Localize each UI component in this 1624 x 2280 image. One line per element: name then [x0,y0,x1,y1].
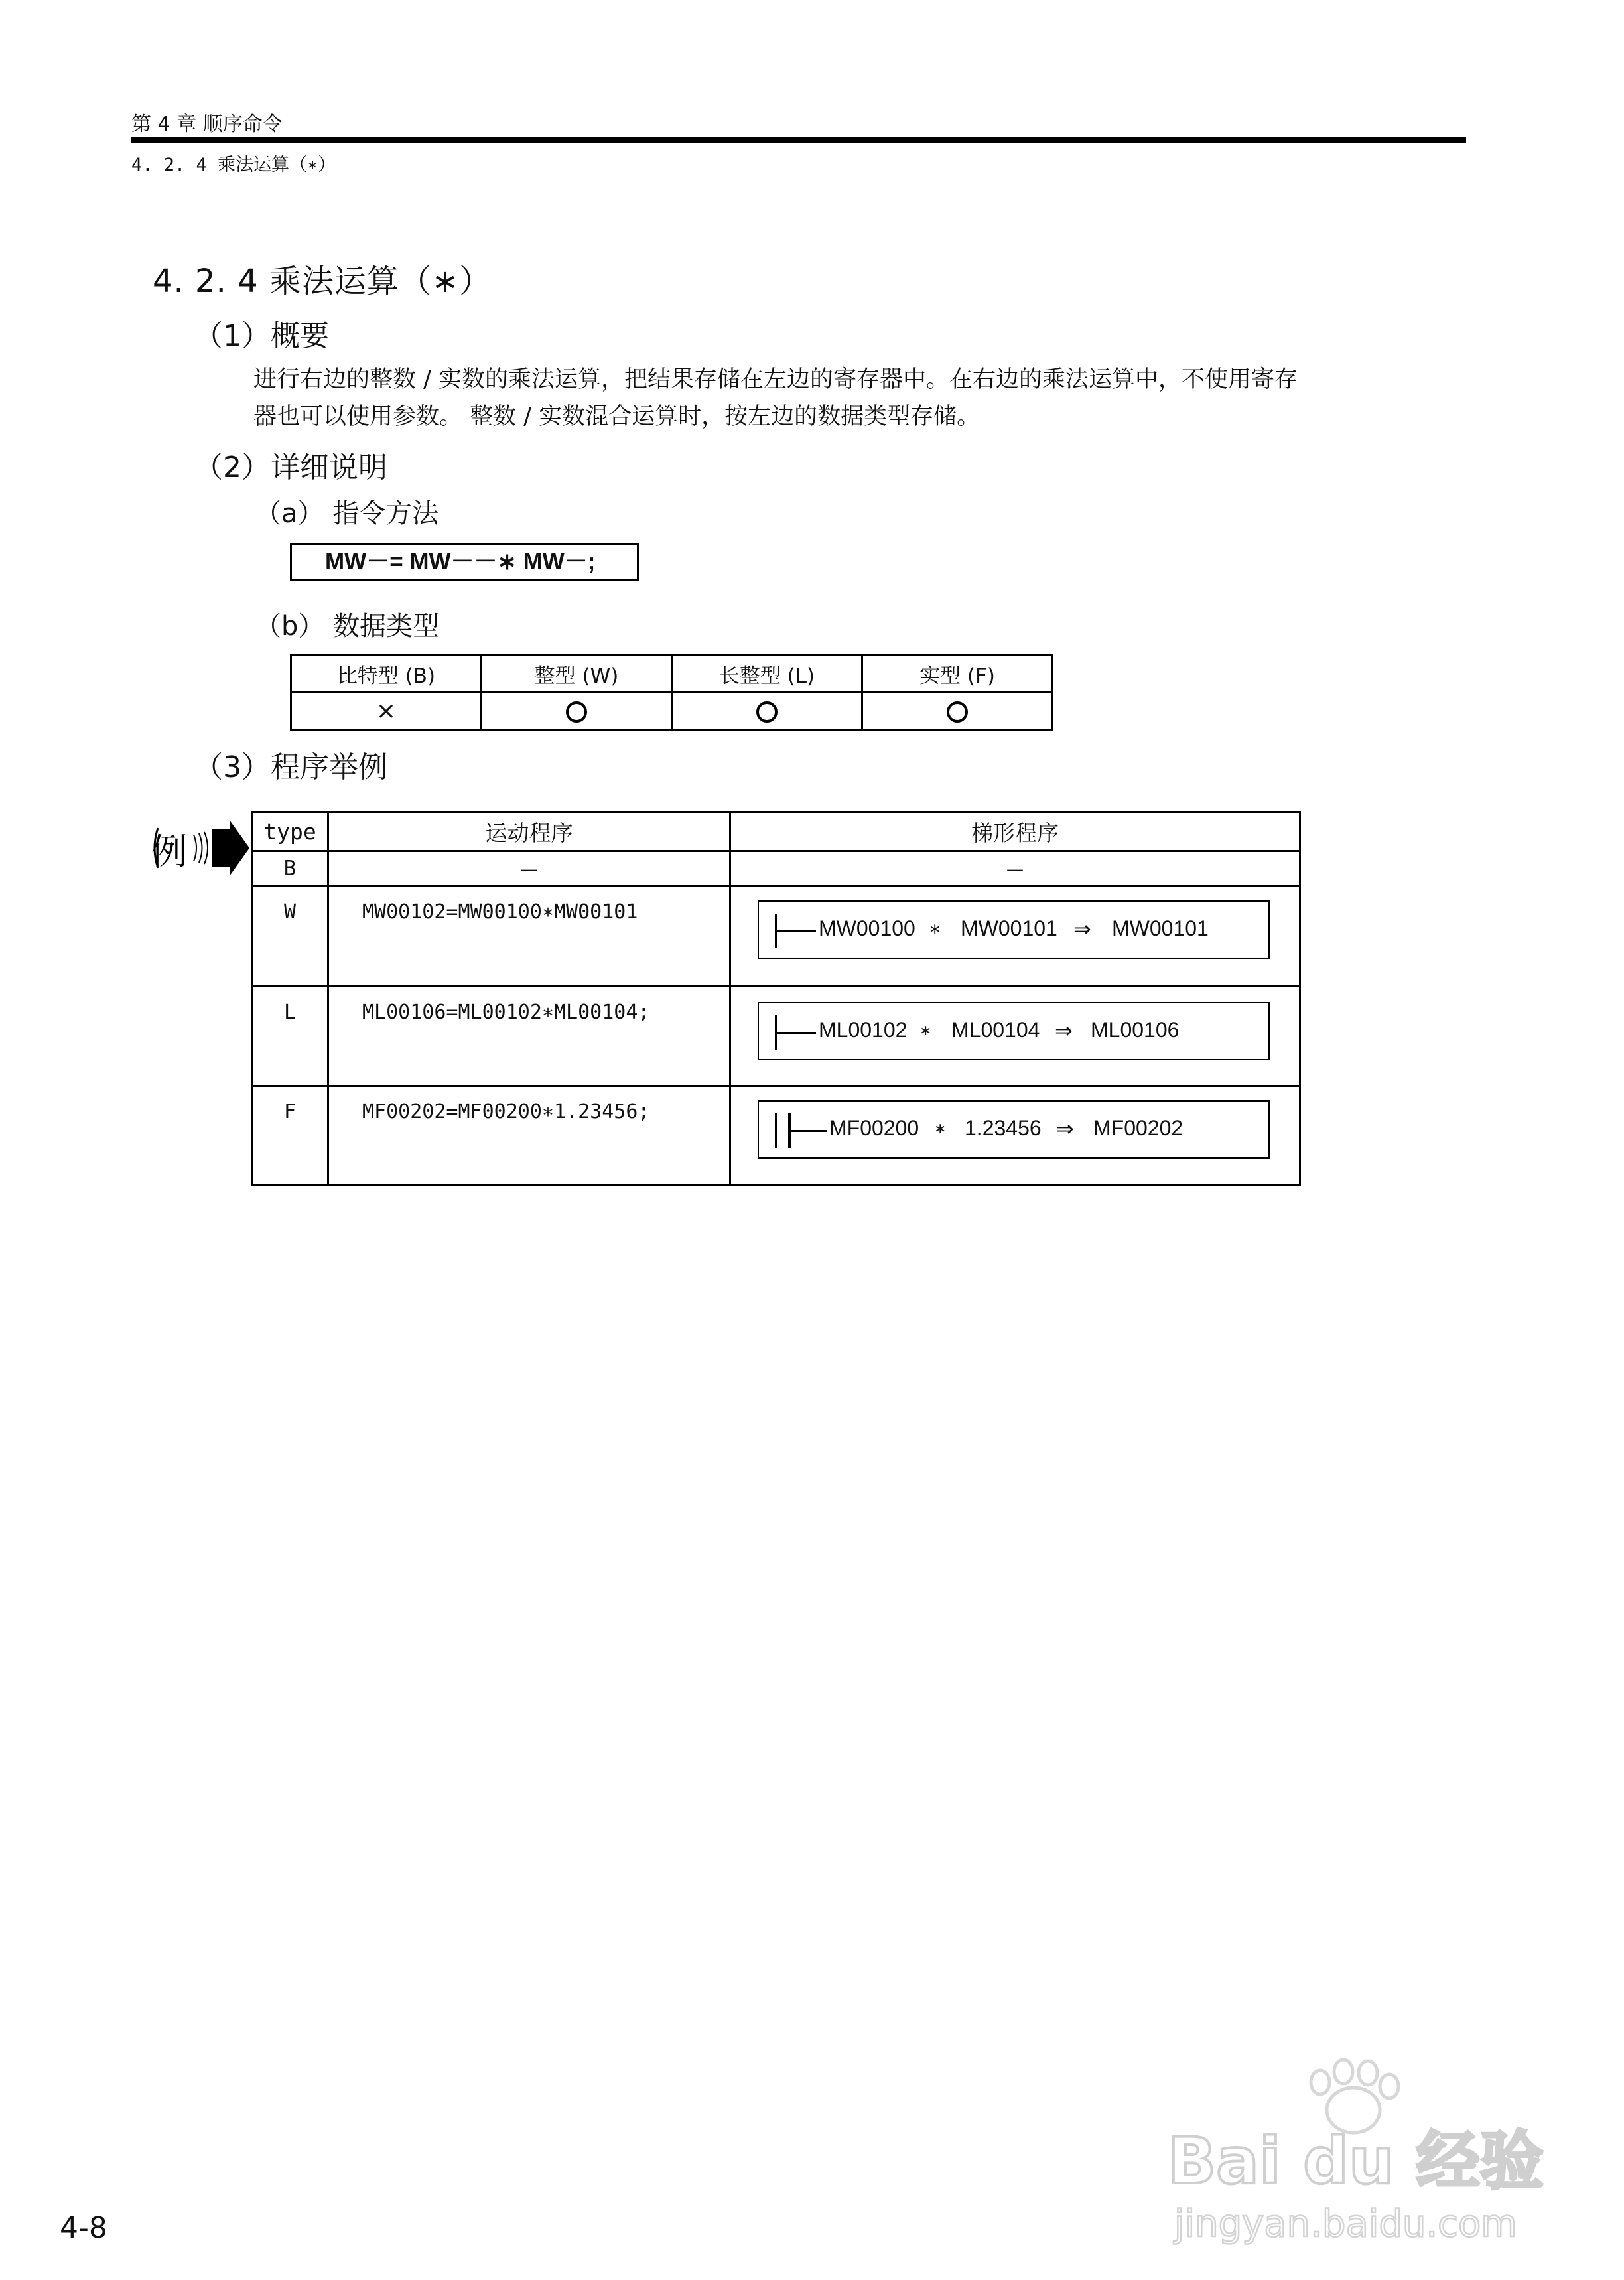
ladder-arrow: ⇒ [1073,917,1091,941]
ladder-destination: MF00202 [1093,1116,1184,1140]
method-heading: （a） 指令方法 [255,498,439,529]
watermark-url: jingyan.baidu.com [1174,2202,1517,2245]
row-type: B [252,851,328,887]
ladder-destination: ML00106 [1091,1018,1180,1042]
overview-heading: （1）概要 [194,319,329,353]
row-ladder [730,987,1300,1086]
ladder-operand-b: MW00101 [961,916,1057,940]
ladder-operator: ∗ [934,1120,947,1137]
dtype-header-long: 长整型 (L) [672,656,862,692]
example-arrow-icon [138,815,251,881]
table-row [252,887,1300,987]
section-title: 4. 2. 4 乘法运算（∗） [153,263,492,300]
command-syntax-box: MW－= MW－－∗ MW－; [290,543,639,581]
ladder-arrow: ⇒ [1056,1117,1074,1141]
ladder-operand-a: MW00100 [819,916,915,940]
ladder-rail [775,1113,777,1148]
overview-line-2: 器也可以使用参数。 整数 / 实数混合运算时，按左边的数据类型存储。 [253,403,981,430]
ladder-operand-a: ML00102 [819,1018,908,1042]
ladder-diagram [758,1002,1270,1060]
ladder-connector [776,930,816,932]
ladder-connector [789,1130,827,1132]
ladder-diagram [758,900,1270,959]
supported-circle-icon [947,701,968,723]
row-motion-code: ML00106=ML00102∗ML00104; [328,987,730,1086]
row-motion-code: － [328,851,730,887]
section-header: 4. 2. 4 乘法运算（∗） [131,155,336,175]
example-heading: （3）程序举例 [194,750,387,784]
dtype-value-word [482,692,672,730]
data-type-table [290,654,1053,731]
row-motion-code: MW00102=MW00100∗MW00101 [328,887,730,987]
overview-line-1: 进行右边的整数 / 实数的乘法运算，把结果存储在左边的寄存器中。在右边的乘法运算中，不使用寄存 [253,366,1298,393]
watermark-brand: Bai du 经验 [1168,2124,1544,2198]
row-ladder [730,887,1300,987]
table-row [252,851,1300,887]
ladder-arrow: ⇒ [1055,1019,1073,1042]
example-table [251,811,1301,1186]
ladder-diagram [758,1100,1270,1159]
row-type: F [252,1086,328,1185]
dtype-header-word: 整型 (W) [482,656,672,692]
row-type: L [252,987,328,1086]
overview-text [253,361,1467,435]
example-header-motion: 运动程序 [328,812,730,851]
header-rule [131,137,1466,143]
ladder-operand-a: MF00200 [829,1116,919,1140]
example-icon-label: 例 [151,831,187,873]
supported-circle-icon [756,701,778,723]
example-header-ladder: 梯形程序 [730,812,1300,851]
dtype-value-bit: × [291,692,482,730]
paw-icon [1311,2060,1398,2133]
data-type-heading: （b） 数据类型 [255,611,440,642]
row-ladder [730,1086,1300,1185]
ladder-operand-b: ML00104 [951,1018,1040,1042]
table-row [252,987,1300,1086]
chapter-header: 第 4 章 顺序命令 [131,113,283,136]
ladder-connector [776,1032,816,1034]
ladder-destination: MW00101 [1112,916,1209,940]
dtype-header-bit: 比特型 (B) [291,656,482,692]
row-motion-code: MF00202=MF00200∗1.23456; [328,1086,730,1185]
table-row [252,1086,1300,1185]
dtype-value-float [862,692,1053,730]
ladder-operator: ∗ [919,1022,932,1038]
supported-circle-icon [566,701,587,723]
page-number: 4-8 [60,2211,107,2245]
dtype-header-float: 实型 (F) [862,656,1053,692]
dtype-value-long [672,692,862,730]
ladder-operator: ∗ [929,920,941,937]
row-type: W [252,887,328,987]
row-ladder: － [730,851,1300,887]
example-header-type: type [252,812,328,851]
detail-heading: （2）详细说明 [194,451,387,484]
baidu-watermark [1154,2057,1552,2256]
ladder-operand-b: 1.23456 [965,1116,1042,1140]
